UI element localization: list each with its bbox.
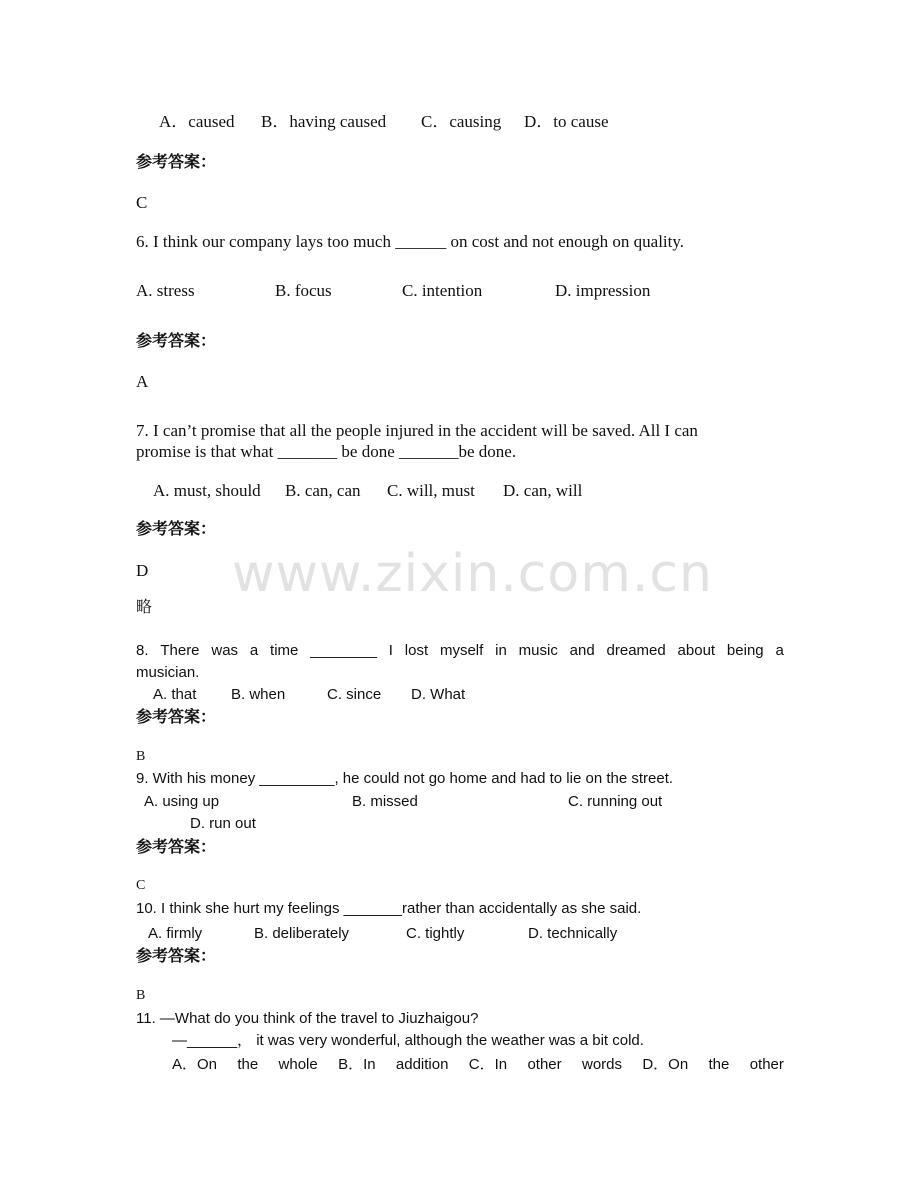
q6-answer: A bbox=[136, 372, 149, 391]
q8-word: ________ bbox=[310, 642, 377, 659]
q8-answer: B bbox=[136, 749, 146, 764]
q10-stem: 10. I think she hurt my feelings _______rather than accidentally as she said. bbox=[136, 900, 642, 917]
q11-option-word: D．On bbox=[642, 1056, 689, 1073]
q11-option-word: addition bbox=[395, 1056, 449, 1073]
q8-word: dreamed bbox=[606, 642, 666, 659]
q8-word: I bbox=[388, 642, 393, 659]
q11-option-word: other bbox=[749, 1056, 784, 1073]
q9-answer: C bbox=[136, 878, 146, 893]
q8-stem-line1 bbox=[136, 643, 784, 658]
q9-option-b: B. missed bbox=[352, 793, 418, 810]
q11-option-word: other bbox=[527, 1056, 562, 1073]
q9-option-d: D. run out bbox=[190, 815, 256, 832]
q8-word: a bbox=[249, 642, 259, 659]
q10-option-a: A. firmly bbox=[148, 925, 203, 942]
q8-word: There bbox=[160, 642, 200, 659]
q9-answer-label: 参考答案： bbox=[136, 837, 217, 856]
q8-word: 8. bbox=[136, 642, 149, 659]
q11-option-word: whole bbox=[278, 1056, 318, 1073]
q7-option-a: A. must, should bbox=[153, 481, 261, 500]
q7-option-b: B. can, can bbox=[285, 481, 361, 500]
q5-answer-label: 参考答案： bbox=[136, 152, 217, 171]
q7-option-c: C. will, must bbox=[387, 481, 475, 500]
q11-option-word: the bbox=[708, 1056, 730, 1073]
q5-option-d: D．to cause bbox=[524, 112, 609, 131]
q8-word: a bbox=[775, 642, 784, 659]
q5-answer: C bbox=[136, 193, 148, 212]
q9-stem: 9. With his money _________, he could not go home and had to lie on the street. bbox=[136, 770, 674, 787]
q11-stem: 11. —What do you think of the travel to Jiuzhaigou? bbox=[136, 1010, 479, 1027]
q7-answer: D bbox=[136, 561, 149, 580]
q6-answer-label: 参考答案： bbox=[136, 331, 217, 350]
watermark: www.zixin.com.cn bbox=[232, 544, 713, 604]
q10-option-d: D. technically bbox=[528, 925, 618, 942]
q8-option-b: B. when bbox=[231, 686, 286, 703]
q11-option-word: C．In bbox=[468, 1056, 508, 1073]
q8-word: myself bbox=[439, 642, 484, 659]
q5-option-c: C．causing bbox=[421, 112, 502, 131]
q8-answer-label: 参考答案： bbox=[136, 707, 217, 726]
q7-option-d: D. can, will bbox=[503, 481, 583, 500]
q11-option-word: the bbox=[237, 1056, 259, 1073]
q11-option-word: B．In bbox=[338, 1056, 376, 1073]
q10-answer: B bbox=[136, 988, 146, 1003]
q11-options bbox=[172, 1057, 784, 1072]
q7-stem-line1: 7. I can’t promise that all the people injured in the accident will be saved. All I can bbox=[136, 421, 698, 440]
q6-stem: 6. I think our company lays too much ______ on cost and not enough on quality. bbox=[136, 232, 685, 251]
q8-word: time bbox=[270, 642, 299, 659]
q8-word: music bbox=[518, 642, 558, 659]
q10-option-c: C. tightly bbox=[406, 925, 465, 942]
q8-word: about bbox=[677, 642, 716, 659]
q8-word: and bbox=[569, 642, 595, 659]
q8-option-c: C. since bbox=[327, 686, 382, 703]
q8-word: was bbox=[211, 642, 239, 659]
q8-word: being bbox=[726, 642, 764, 659]
q6-option-a: A. stress bbox=[136, 281, 195, 300]
q11-option-word: words bbox=[581, 1056, 622, 1073]
q6-option-b: B. focus bbox=[275, 281, 332, 300]
q11-option-word: A．On bbox=[172, 1056, 218, 1073]
q6-option-d: D. impression bbox=[555, 281, 651, 300]
q7-note: 略 bbox=[136, 599, 153, 616]
q9-option-a: A. using up bbox=[144, 793, 220, 810]
q5-option-b: B．having caused bbox=[261, 112, 387, 131]
q10-answer-label: 参考答案： bbox=[136, 946, 217, 965]
q11-line2: —______， it was very wonderful, although the weather was a bit cold. bbox=[172, 1032, 644, 1049]
q8-option-d: D. What bbox=[411, 686, 466, 703]
q10-option-b: B. deliberately bbox=[254, 925, 350, 942]
q7-stem-line2: promise is that what _______ be done _______be done. bbox=[136, 442, 517, 461]
q8-stem-line2: musician. bbox=[136, 664, 200, 681]
q7-answer-label: 参考答案： bbox=[136, 519, 217, 538]
q8-word: in bbox=[495, 642, 507, 659]
q9-option-c: C. running out bbox=[568, 793, 663, 810]
q8-option-a: A. that bbox=[153, 686, 197, 703]
q5-option-a: A．caused bbox=[159, 112, 235, 131]
q8-word: lost bbox=[404, 642, 429, 659]
q6-option-c: C. intention bbox=[402, 281, 483, 300]
